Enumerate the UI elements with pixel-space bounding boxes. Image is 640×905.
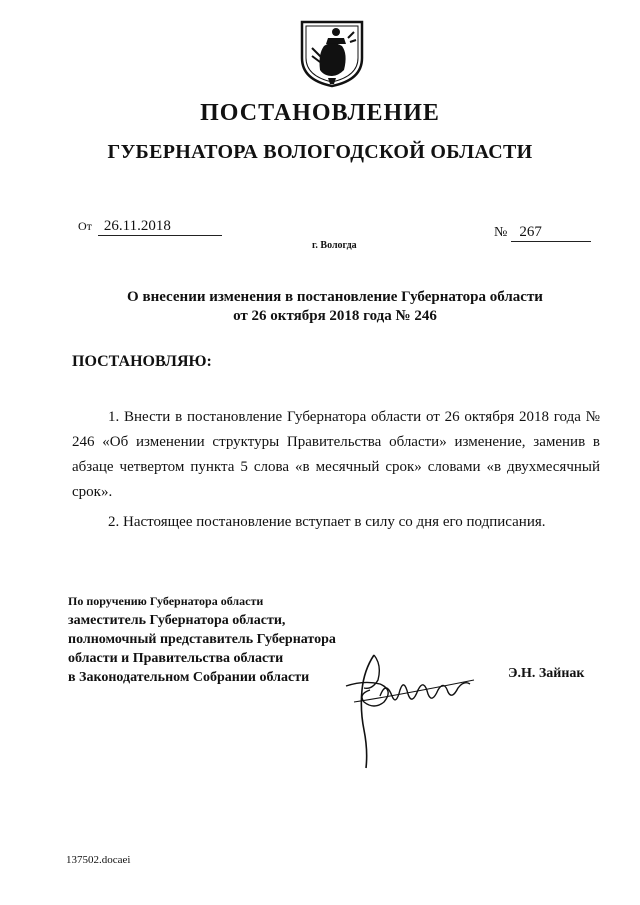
number-prefix: № [494, 225, 508, 240]
document-file-id: 137502.docaei [66, 854, 131, 866]
coat-of-arms-icon [298, 18, 366, 88]
signatory-line-3: полномочный представитель Губернатора [68, 632, 336, 647]
city-label: г. Вологда [312, 240, 357, 251]
signatory-block [68, 592, 336, 687]
signatory-line-5: в Законодательном Собрании области [68, 670, 310, 685]
date-value: 26.11.2018 [98, 218, 222, 236]
document-body [72, 405, 600, 535]
date-prefix: От [78, 219, 92, 233]
document-subject [100, 288, 570, 326]
signer-name: Э.Н. Зайнак [508, 666, 585, 681]
number-value: 267 [511, 224, 591, 242]
document-subtitle: ГУБЕРНАТОРА ВОЛОГОДСКОЙ ОБЛАСТИ [107, 141, 533, 163]
document-date [78, 218, 222, 236]
subject-line-2: от 26 октября 2018 года № 246 [233, 308, 437, 324]
paragraph-2: 2. Настоящее постановление вступает в силу со дня его подписания. [108, 514, 546, 530]
signatory-line-2: заместитель Губернатора области, [68, 613, 286, 628]
paragraph-1: 1. Внести в постановление Губернатора области от 26 октября 2018 года № 246 «Об изменении структуры Правительства области» изменение, заменив в абзаце четвертом пункта 5 слова «в месячный срок» словами «в двухмесячный срок». [72, 409, 600, 500]
handwritten-signature [334, 650, 484, 770]
decree-heading: ПОСТАНОВЛЯЮ: [72, 353, 212, 370]
signatory-line-4: области и Правительства области [68, 651, 284, 666]
signatory-line-1: По поручению Губернатора области [68, 594, 264, 608]
document-title: ПОСТАНОВЛЕНИЕ [200, 100, 440, 126]
document-number [494, 224, 591, 242]
subject-line-1: О внесении изменения в постановление Губернатора области [127, 289, 543, 305]
